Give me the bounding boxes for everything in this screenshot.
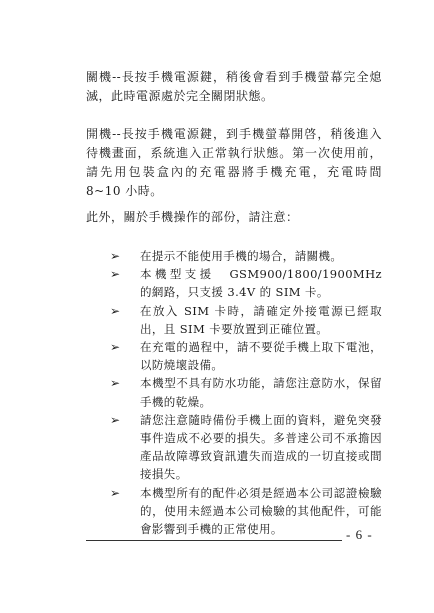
arrow-bullet-icon: ➢: [110, 267, 121, 282]
notice-intro-paragraph: 此外，關於手機操作的部份，請注意：: [86, 210, 299, 224]
notice-list-item: [110, 247, 382, 265]
arrow-bullet-icon: ➢: [110, 485, 121, 500]
page-number: - 6 -: [346, 527, 373, 542]
notice-list-item: [110, 302, 382, 338]
notice-list-item: [110, 265, 394, 301]
notice-item-text: 在放入 SIM 卡時，請確定外接電源已經取出，且 SIM 卡要放置到正確位置。: [140, 303, 382, 336]
notice-list-item: [110, 411, 382, 484]
power-off-paragraph: 關機--長按手機電源鍵，稍後會看到手機螢幕完全熄滅，此時電源處於完全關閉狀態。: [86, 70, 382, 103]
arrow-bullet-icon: ➢: [110, 303, 121, 318]
notice-item-text: 本機型支援 GSM900/1800/1900MHz 的網路，只支援 3.4V 的 SIM 卡。: [140, 267, 394, 300]
arrow-bullet-icon: ➢: [110, 376, 121, 391]
power-on-paragraph: 開機--長按手機電源鍵，到手機螢幕開啓，稍後進入待機畫面，系統進入正常執行狀態。第一次使用前，請先用包裝盒內的充電器將手機充電，充電時間 8~10 小時。: [86, 127, 382, 198]
arrow-bullet-icon: ➢: [110, 340, 121, 355]
arrow-bullet-icon: ➢: [110, 249, 121, 263]
notice-list: [110, 247, 394, 538]
notice-item-text: 在提示不能使用手機的場合，請關機。: [140, 249, 343, 263]
notice-list-item: [110, 338, 382, 374]
notice-list-item: [110, 484, 382, 539]
arrow-bullet-icon: ➢: [110, 412, 121, 427]
notice-item-text: 本機型所有的配件必須是經過本公司認證檢驗的，使用未經過本公司檢驗的其他配件，可能會影響到手機的正常使用。: [140, 485, 382, 537]
notice-item-text: 請您注意隨時備份手機上面的資料，避免突發事件造成不必要的損失。多普達公司不承擔因產品故障導致資訊遺失而造成的一切直接或間接損失。: [140, 412, 382, 482]
notice-list-item: [110, 374, 382, 410]
notice-item-text: 在充電的過程中，請不要從手機上取下電池，以防燒壞設備。: [140, 340, 382, 373]
notice-item-text: 本機型不具有防水功能，請您注意防水，保留手機的乾燥。: [140, 376, 382, 409]
footer-divider: [86, 540, 342, 541]
